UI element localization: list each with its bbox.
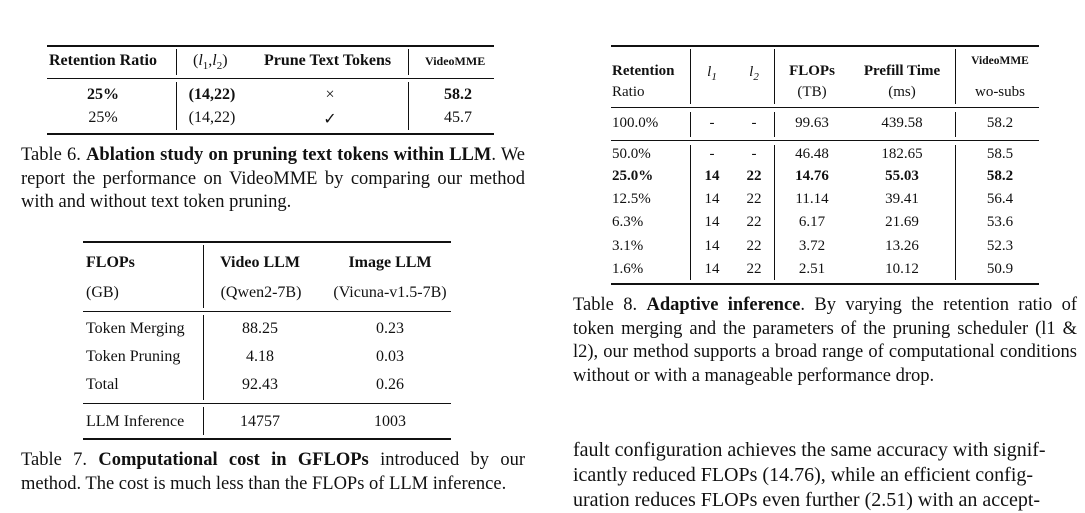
- t8-row-2-l1: 14: [704, 168, 720, 184]
- t8-caption-text: By varying the retention ratio of token merging and the parameters of the pruning scheduler (l1 & l2), our method supports a broad range of computational conditions without or with a manageable performance drop.: [573, 295, 1077, 386]
- t8-sub-prefill: (ms): [888, 84, 916, 100]
- t8-row-4-l2: 22: [746, 214, 762, 230]
- t8-row-6-ratio: 1.6%: [612, 261, 644, 277]
- t8-header-flops: FLOPs: [789, 63, 835, 79]
- t6-caption-text: We report the performance on VideoMME by comparing our method with and without text token pruning.: [21, 145, 526, 212]
- t8-row-4-prefill: 21.69: [885, 214, 919, 230]
- t7-caption-label: Table 7.: [21, 450, 88, 470]
- t8-row-4-flops: 6.17: [798, 214, 826, 230]
- t7-r1-video: 88.25: [242, 320, 278, 337]
- t8-row-3-prefill: 39.41: [885, 191, 919, 207]
- t7-r1-label: Token Merging: [86, 320, 185, 337]
- t7-sub-flops: (GB): [86, 284, 119, 301]
- t6-r1-l: (14,22): [188, 86, 236, 103]
- t8-header-l2: $l_2$: [749, 64, 759, 83]
- t6-r1-videomme: 58.2: [444, 86, 472, 103]
- t8-caption-title: Adaptive inference: [646, 295, 801, 315]
- t7-r1-image: 0.23: [376, 320, 404, 337]
- t7-sub-image: (Vicuna-v1.5-7B): [333, 284, 447, 301]
- t8-row-1-videomme: 58.5: [986, 146, 1014, 162]
- t8-sub-videomme: wo-subs: [974, 84, 1025, 100]
- t8-row-3-videomme: 56.4: [986, 191, 1014, 207]
- t8-row-2-l2: 22: [746, 168, 762, 184]
- t6-r1-prune: ×: [325, 86, 335, 103]
- t6-caption-title: Ablation study on pruning text tokens within LLM: [86, 145, 492, 165]
- t8-base-videomme: 58.2: [986, 115, 1014, 131]
- t8-row-3-ratio: 12.5%: [612, 191, 651, 207]
- t7-caption: [21, 449, 525, 496]
- t7-llm-image: 1003: [374, 413, 406, 430]
- t8-header-l1: $l_1$: [707, 64, 717, 83]
- t7-llm-video: 14757: [240, 413, 280, 430]
- t7-r3-video: 92.43: [242, 376, 278, 393]
- t7-r2-label: Token Pruning: [86, 348, 181, 365]
- t8-row-1-l2: -: [751, 146, 757, 162]
- body-paragraph: [573, 438, 1077, 513]
- t7-r3-image: 0.26: [376, 376, 404, 393]
- t6-header-l1l2: $(l_1,l_2)$: [193, 52, 228, 73]
- t8-caption: Table 8. Adaptive inference. By varying the retention ratio of token merging and the parameters of the pruning scheduler (l1 & l2), our method supports a broad range of computational conditions without or with a manageable performance drop.: [573, 295, 1077, 386]
- t8-row-2-flops: 14.76: [795, 168, 829, 184]
- t6-r2-l: (14,22): [188, 109, 236, 126]
- t8-base-flops: 99.63: [795, 115, 829, 131]
- t8-row-2-ratio: 25.0%: [612, 168, 654, 184]
- t7-sub-video: (Qwen2-7B): [220, 284, 302, 301]
- t7-header-video: Video LLM: [220, 254, 300, 271]
- t8-row-4-videomme: 53.6: [986, 214, 1014, 230]
- t7-header-flops: FLOPs: [86, 254, 135, 271]
- t8-base-l1: -: [709, 115, 715, 131]
- t8-row-3-l2: 22: [746, 191, 762, 207]
- t7-header-image: Image LLM: [348, 254, 432, 271]
- t8-row-6-flops: 2.51: [798, 261, 826, 277]
- t6-header-videomme: VideoMME: [425, 54, 486, 68]
- t8-row-2-videomme: 58.2: [986, 168, 1014, 184]
- body-line-1: fault configuration achieves the same accuracy with signif-: [573, 439, 1046, 461]
- t8-row-2-prefill: 55.03: [885, 168, 919, 184]
- t6-r2-videomme: 45.7: [444, 109, 472, 126]
- t8-row-5-l2: 22: [746, 238, 762, 254]
- t6-r2-prune: ✓: [323, 111, 337, 128]
- t8-header-retention: Retention: [612, 63, 675, 79]
- t6-header-prune: Prune Text Tokens: [264, 52, 392, 69]
- t8-row-6-prefill: 10.12: [885, 261, 919, 277]
- t8-row-1-ratio: 50.0%: [612, 146, 651, 162]
- t8-row-5-ratio: 3.1%: [612, 238, 644, 254]
- t8-row-5-prefill: 13.26: [885, 238, 919, 254]
- t7-r2-video: 4.18: [246, 348, 274, 365]
- t8-row-1-prefill: 182.65: [881, 146, 923, 162]
- t8-row-6-videomme: 50.9: [986, 261, 1014, 277]
- t6-r1-ratio: 25%: [87, 86, 119, 103]
- t8-row-1-l1: -: [709, 146, 715, 162]
- t7-r2-image: 0.03: [376, 348, 404, 365]
- t8-row-4-ratio: 6.3%: [612, 214, 644, 230]
- t6-caption-label: Table 6.: [21, 145, 81, 165]
- body-line-2: icantly reduced FLOPs (14.76), while an efficient config-: [573, 464, 1034, 486]
- t8-row-3-l1: 14: [704, 191, 720, 207]
- t8-row-5-l1: 14: [704, 238, 720, 254]
- t8-row-4-l1: 14: [704, 214, 720, 230]
- t8-row-1-flops: 46.48: [795, 146, 829, 162]
- t6-r2-ratio: 25%: [88, 109, 118, 126]
- t8-row-6-l1: 14: [704, 261, 720, 277]
- t8-row-6-l2: 22: [746, 261, 762, 277]
- t8-sub-flops: (TB): [797, 84, 827, 100]
- t8-row-3-flops: 11.14: [795, 191, 829, 207]
- t8-base-l2: -: [751, 115, 757, 131]
- t7-caption-text: introduced by our method. The cost is much less than the FLOPs of LLM inference.: [21, 450, 525, 494]
- t8-header-videomme: VideoMME: [971, 55, 1029, 67]
- t7-caption-title: Computational cost in GFLOPs: [98, 450, 369, 470]
- t7-r3-label: Total: [86, 376, 119, 393]
- t7-llm-label: LLM Inference: [86, 413, 185, 430]
- t8-base-ratio: 100.0%: [612, 115, 659, 131]
- t8-header-prefill: Prefill Time: [863, 63, 941, 79]
- t8-row-5-flops: 3.72: [798, 238, 826, 254]
- body-line-3: uration reduces FLOPs even further (2.51) with an accept-: [573, 489, 1041, 511]
- t8-caption-label: Table 8.: [573, 295, 638, 315]
- t8-row-5-videomme: 52.3: [986, 238, 1014, 254]
- t6-header-retention: Retention Ratio: [49, 52, 157, 69]
- t8-base-prefill: 439.58: [881, 115, 923, 131]
- t8-sub-ratio: Ratio: [612, 84, 645, 100]
- t6-caption: Table 6. Ablation study on pruning text tokens within LLM. We report the performance on VideoMME by comparing our method with and without text token pruning.: [21, 145, 526, 212]
